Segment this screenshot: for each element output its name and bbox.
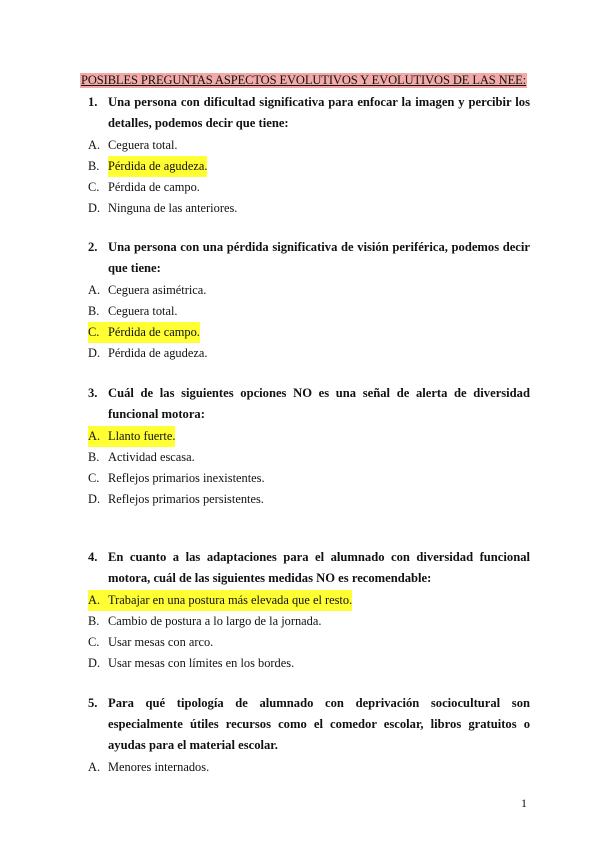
question-text: Cuál de las siguientes opciones NO es una señal de alerta de diversidad funcional motora: [108,386,530,421]
option-letter: A. [88,760,101,774]
option-text: Menores internados. [108,760,210,774]
option-text: Usar mesas con límites en los bordes. [108,656,295,670]
option-text: Ceguera total. [108,138,178,152]
question-text: En cuanto a las adaptaciones para el alumnado con diversidad funcional motora, cuál de las siguientes medidas NO es recomendable: [108,550,530,585]
option-letter: D. [88,492,101,506]
question-5 [88,693,530,778]
question-text: Para qué tipología de alumnado con deprivación sociocultural son especialmente útiles recursos como el comedor escolar, libros gratuitos o ayudas para el material escolar. [108,696,530,752]
option-text-highlighted: Llanto fuerte. [108,426,175,447]
option-a [88,757,530,778]
option-letter: A. [88,138,101,152]
option-text: Cambio de postura a lo largo de la jornada. [108,614,322,628]
question-stem [88,92,530,134]
option-c [88,322,530,343]
option-letter: D. [88,346,101,360]
option-letter: A. [88,590,108,611]
option-letter: B. [88,304,100,318]
option-text: Actividad escasa. [108,450,195,464]
question-3 [88,383,530,510]
question-stem [88,693,530,756]
option-b [88,156,530,177]
option-c [88,468,530,489]
option-text: Usar mesas con arco. [108,635,214,649]
option-letter: C. [88,322,108,343]
option-text: Ceguera total. [108,304,178,318]
options-list [88,590,530,674]
question-number: 3. [88,386,98,400]
option-letter: C. [88,471,100,485]
question-text: Una persona con dificultad significativa para enfocar la imagen y percibir los detalles, podemos decir que tiene: [108,95,530,130]
options-list [88,135,530,219]
option-text: Ceguera asimétrica. [108,283,207,297]
option-c [88,177,530,198]
option-text: Ninguna de las anteriores. [108,201,238,215]
document-title: POSIBLES PREGUNTAS ASPECTOS EVOLUTIVOS Y EVOLUTIVOS DE LAS NEE: [81,73,527,87]
option-text-highlighted: Pérdida de campo. [108,322,200,343]
option-b [88,447,530,468]
option-b [88,301,530,322]
question-2 [88,237,530,364]
option-letter: B. [88,614,100,628]
option-b [88,611,530,632]
option-text: Reflejos primarios persistentes. [108,492,264,506]
question-number: 4. [88,550,98,564]
question-4 [88,547,530,674]
question-1 [88,92,530,219]
question-stem [88,237,530,279]
option-a [88,590,530,611]
option-letter: D. [88,656,101,670]
option-text-highlighted: Pérdida de agudeza. [108,156,207,177]
option-text: Pérdida de agudeza. [108,346,208,360]
option-letter: C. [88,635,100,649]
option-letter: A. [88,426,108,447]
option-d [88,343,530,364]
option-a [88,426,530,447]
question-text: Una persona con una pérdida significativa de visión periférica, podemos decir que tiene: [108,240,530,275]
question-number: 5. [88,696,98,710]
option-letter: A. [88,283,101,297]
option-d [88,198,530,219]
option-c [88,632,530,653]
question-stem [88,383,530,425]
question-stem [88,547,530,589]
option-text-highlighted: Trabajar en una postura más elevada que el resto. [108,590,352,611]
option-text: Reflejos primarios inexistentes. [108,471,265,485]
page-number: 1 [521,796,527,810]
option-letter: B. [88,450,100,464]
question-number: 1. [88,95,98,109]
options-list [88,280,530,364]
option-letter: D. [88,201,101,215]
option-letter: B. [88,159,100,173]
option-d [88,653,530,674]
options-list [88,757,530,778]
option-text: Pérdida de campo. [108,180,200,194]
option-d [88,489,530,510]
option-a [88,280,530,301]
options-list [88,426,530,510]
question-number: 2. [88,240,98,254]
option-a [88,135,530,156]
option-letter: C. [88,180,100,194]
